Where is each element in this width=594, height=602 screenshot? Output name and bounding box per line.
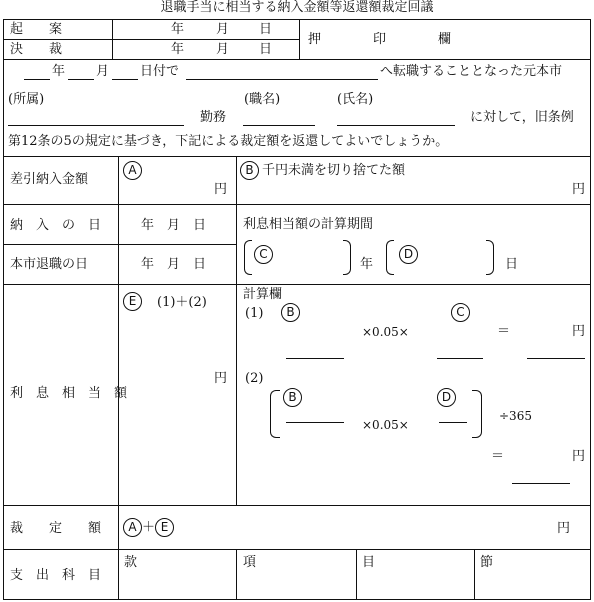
period-bracket-left-2: [386, 240, 394, 275]
yen-decided: 円: [557, 521, 571, 536]
header-mid-line: [3, 39, 299, 40]
expense-col-3: [474, 549, 475, 600]
label-col-line: [118, 156, 119, 600]
calc-label: 計算欄: [243, 287, 283, 302]
row-line-1: [3, 156, 591, 157]
frame-left: [3, 19, 4, 600]
decision-day: 日: [259, 42, 273, 57]
row-line-3: [3, 244, 237, 245]
draft-year: 年: [171, 22, 185, 37]
header-bottom-line: [3, 59, 591, 60]
decision-month: 月: [216, 42, 230, 57]
position-label: (職名): [244, 92, 281, 107]
circle-e-decided: E: [155, 518, 174, 537]
circle-b-calc1: B: [281, 303, 300, 322]
calc2-line-result: [512, 483, 570, 484]
draft-label: 起 案: [10, 22, 63, 37]
circle-c-calc1: C: [451, 303, 470, 322]
e-formula: (1)＋(2): [157, 295, 207, 310]
expense-col-1: [236, 549, 237, 600]
period-day-unit: 日: [505, 257, 519, 272]
expense-label: 支 出 科 目: [10, 568, 102, 583]
header-col-line: [112, 19, 113, 59]
calc2-line-b: [286, 422, 344, 423]
intro-rest: へ転職することとなった元本市: [380, 64, 563, 79]
yen-b: 円: [572, 182, 586, 197]
equals-calc2: ＝: [491, 449, 505, 464]
div365: ÷365: [499, 409, 532, 423]
row-line-5: [3, 505, 591, 506]
equals-calc1: ＝: [497, 324, 511, 339]
retire-date-ymd: 年 月 日: [141, 257, 207, 272]
circle-a-decided: A: [123, 518, 142, 537]
decided-label: 裁 定 額: [10, 521, 102, 536]
payment-date-ymd: 年 月 日: [141, 218, 207, 233]
frame-top: [3, 19, 591, 20]
expense-setsu: 節: [480, 555, 494, 570]
circle-e: E: [123, 292, 142, 311]
calc1-line-b: [286, 358, 344, 359]
draft-day: 日: [259, 22, 273, 37]
row-line-6: [3, 549, 591, 550]
expense-col-2: [356, 549, 357, 600]
period-bracket-right-2: [486, 240, 494, 275]
draft-month: 月: [216, 22, 230, 37]
header-seal-line: [299, 19, 300, 59]
yen-calc2: 円: [572, 449, 586, 464]
intro-month: 月: [96, 64, 110, 79]
intro-day: 日付で: [140, 64, 180, 79]
affiliation-label: (所属): [8, 92, 45, 107]
circle-c-period: C: [254, 245, 273, 264]
frame-right: [590, 19, 591, 600]
circle-d-period: D: [399, 245, 418, 264]
truncated-label: 千円未満を切り捨てた額: [262, 163, 406, 178]
circle-a: A: [123, 161, 142, 180]
calc2-bracket-left: [270, 390, 280, 438]
expense-kou: 項: [243, 555, 257, 570]
page-title: 退職手当に相当する納入金額等返還額裁定回議: [160, 0, 434, 15]
yen-a: 円: [214, 182, 228, 197]
period-bracket-right-1: [343, 240, 351, 275]
period-year-unit: 年: [360, 257, 374, 272]
expense-moku: 目: [362, 555, 376, 570]
interest-label: 利 息 相 当 額: [10, 386, 128, 401]
frame-bottom: [3, 599, 591, 600]
payment-date-label: 納 入 の 日: [10, 218, 102, 233]
mid-col-line: [236, 156, 237, 505]
blank-month: [68, 79, 94, 80]
blank-position: [243, 125, 315, 126]
intro-line3: 第12条の5の規定に基づき，下記による裁定額を返還してよいでしょうか。: [8, 134, 449, 149]
decision-year: 年: [171, 42, 185, 57]
calc2-line-d: [439, 422, 467, 423]
blank-name: [337, 125, 455, 126]
calc1-line-result: [527, 358, 585, 359]
decided-formula: [123, 518, 174, 537]
calc2-bracket-right: [472, 390, 482, 438]
circle-b-calc2: B: [283, 388, 302, 407]
rate-calc1: ×0.05×: [362, 325, 409, 339]
work-label: 勤務: [200, 110, 227, 125]
yen-e: 円: [214, 371, 228, 386]
blank-day: [112, 79, 138, 80]
calc1-line-c: [437, 358, 483, 359]
blank-year: [24, 79, 50, 80]
interest-period-label: 利息相当額の計算期間: [243, 217, 374, 232]
period-bracket-left-1: [244, 240, 252, 275]
circle-b: B: [240, 161, 259, 180]
blank-affiliation: [8, 125, 184, 126]
retire-date-label: 本市退職の日: [10, 257, 89, 272]
intro-line2-rest: に対して，旧条例: [470, 110, 574, 125]
circle-d-calc2: D: [437, 388, 456, 407]
blank-employer: [186, 79, 378, 80]
net-payment-label: 差引納入金額: [10, 172, 89, 187]
calc1-label: (1): [245, 306, 264, 321]
intro-year: 年: [52, 64, 66, 79]
yen-calc1: 円: [572, 324, 586, 339]
name-label: (氏名): [337, 92, 374, 107]
calc2-label: (2): [245, 371, 264, 386]
row-line-4: [3, 284, 591, 285]
row-line-2: [3, 204, 591, 205]
expense-kan: 款: [124, 555, 138, 570]
seal-label: 押 印 欄: [308, 32, 452, 47]
rate-calc2: ×0.05×: [362, 418, 409, 432]
decision-label: 決 裁: [10, 42, 63, 57]
plus-sign: ＋: [142, 520, 156, 535]
